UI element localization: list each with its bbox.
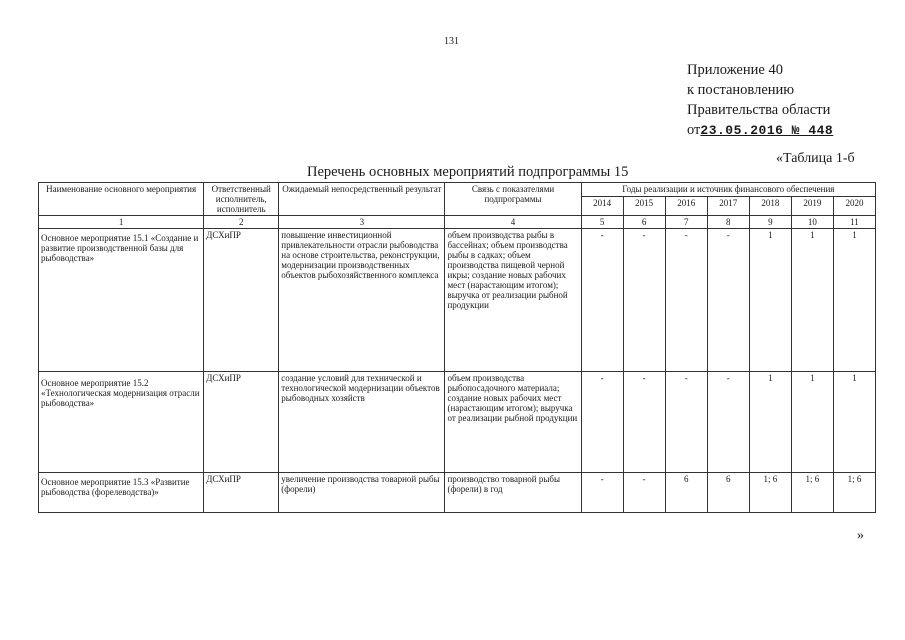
- year-value: 1: [791, 372, 833, 473]
- measure-link: объем производства рыбопосадочного материала; создание новых рабочих мест (нарастающим итогом); выручка от реализации рыбной продукции: [445, 372, 581, 473]
- year-value: -: [665, 229, 707, 372]
- year-value: -: [707, 229, 749, 372]
- year-value: 6: [707, 473, 749, 513]
- year-value: 1; 6: [791, 473, 833, 513]
- measures-table: [38, 182, 876, 513]
- col-number: 6: [623, 216, 665, 229]
- col-number: 2: [204, 216, 279, 229]
- appendix-line-2: к постановлению: [687, 82, 795, 98]
- header-year: 2020: [833, 197, 875, 216]
- header-name: Наименование основного мероприятия: [39, 183, 204, 216]
- col-number: 9: [749, 216, 791, 229]
- appendix-date: [687, 120, 833, 141]
- table-row: [39, 229, 876, 372]
- column-number-row: [39, 216, 876, 229]
- header-year: 2017: [707, 197, 749, 216]
- header-years-group: Годы реализации и источник финансового обеспечения: [581, 183, 875, 197]
- appendix-block: [687, 60, 833, 141]
- measure-name: Основное мероприятие 15.2 «Технологическая модернизация отрасли рыбоводства»: [39, 372, 204, 473]
- table-row: [39, 473, 876, 513]
- year-value: 1; 6: [833, 473, 875, 513]
- measure-name: Основное мероприятие 15.1 «Создание и развитие производственной базы для рыбоводства»: [39, 229, 204, 372]
- table-label: «Таблица 1-б: [776, 151, 855, 166]
- col-number: 5: [581, 216, 623, 229]
- measure-result: увеличение производства товарной рыбы (форели): [279, 473, 445, 513]
- year-value: 1: [749, 372, 791, 473]
- header-year: 2019: [791, 197, 833, 216]
- header-year: 2014: [581, 197, 623, 216]
- year-value: -: [623, 473, 665, 513]
- measure-executor: ДСХиПР: [204, 372, 279, 473]
- col-number: 4: [445, 216, 581, 229]
- header-link: Связь с показателями подпрограммы: [445, 183, 581, 216]
- date-prefix: от: [687, 122, 701, 138]
- appendix-line-3: Правительства области: [687, 102, 831, 118]
- measure-result: повышение инвестиционной привлекательности отрасли рыбоводства на основе строительства, реконструкции, модернизации производственных объектов рыбохозяйственного комплекса: [279, 229, 445, 372]
- year-value: 1: [833, 229, 875, 372]
- col-number: 11: [833, 216, 875, 229]
- col-number: 8: [707, 216, 749, 229]
- measure-executor: ДСХиПР: [204, 473, 279, 513]
- measure-result: создание условий для технической и технологической модернизации объектов рыбоводных хозяйств: [279, 372, 445, 473]
- year-value: -: [581, 473, 623, 513]
- col-number: 3: [279, 216, 445, 229]
- page-number: 131: [444, 36, 459, 47]
- header-year: 2015: [623, 197, 665, 216]
- col-number: 10: [791, 216, 833, 229]
- appendix-line-1: Приложение 40: [687, 62, 783, 78]
- year-value: -: [581, 229, 623, 372]
- year-value: 1: [791, 229, 833, 372]
- year-value: -: [623, 229, 665, 372]
- year-value: -: [623, 372, 665, 473]
- year-value: 1; 6: [749, 473, 791, 513]
- col-number: 1: [39, 216, 204, 229]
- measure-link: производство товарной рыбы (форели) в год: [445, 473, 581, 513]
- year-value: 1: [749, 229, 791, 372]
- year-value: 1: [833, 372, 875, 473]
- measure-name: Основное мероприятие 15.3 «Развитие рыбоводства (форелеводства)»: [39, 473, 204, 513]
- year-value: -: [581, 372, 623, 473]
- table-row: [39, 372, 876, 473]
- header-result: Ожидаемый непосредственный результат: [279, 183, 445, 216]
- year-value: 6: [665, 473, 707, 513]
- year-value: -: [707, 372, 749, 473]
- header-executor: Ответственный исполнитель, исполнитель: [204, 183, 279, 216]
- closing-quote: »: [857, 528, 864, 543]
- date-value: 23.05.2016 № 448: [700, 123, 834, 138]
- measure-link: объем производства рыбы в бассейнах; объем производства рыбы в садках; объем производства пищевой черной икры; создание новых рабочих мест (нарастающим итогом); выручка от реализации рыбной продукции: [445, 229, 581, 372]
- measure-executor: ДСХиПР: [204, 229, 279, 372]
- table-caption: Перечень основных мероприятий подпрограммы 15: [307, 164, 629, 180]
- year-value: -: [665, 372, 707, 473]
- header-year: 2018: [749, 197, 791, 216]
- col-number: 7: [665, 216, 707, 229]
- header-row: [39, 183, 876, 197]
- header-year: 2016: [665, 197, 707, 216]
